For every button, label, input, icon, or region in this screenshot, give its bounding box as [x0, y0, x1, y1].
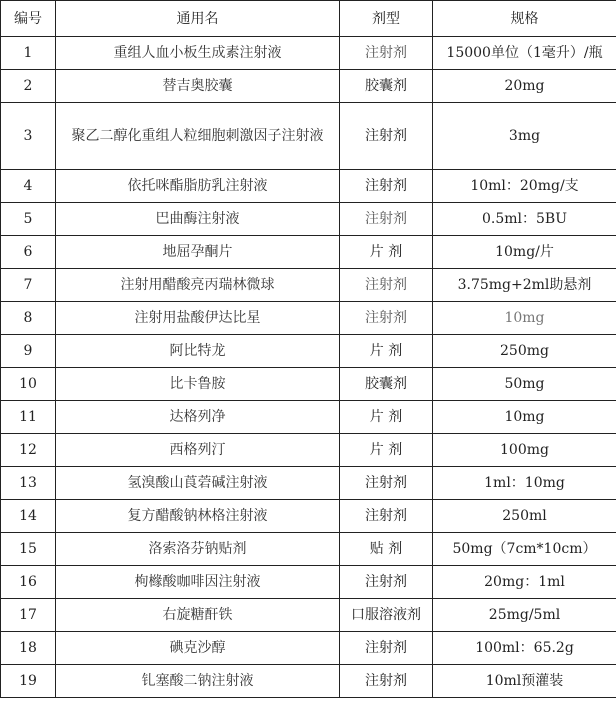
generic-name: 巴曲酶注射液	[56, 203, 340, 236]
row-number: 10	[1, 368, 56, 401]
table-row	[1, 632, 616, 665]
generic-name: 碘克沙醇	[56, 632, 340, 665]
table-row	[1, 434, 616, 467]
dosage-form: 注射剂	[340, 467, 433, 500]
row-number: 3	[1, 103, 56, 170]
table-header-row	[1, 1, 616, 37]
table-row	[1, 203, 616, 236]
specification: 15000单位（1毫升）/瓶	[433, 37, 616, 70]
dosage-form: 注射剂	[340, 37, 433, 70]
row-number: 19	[1, 665, 56, 698]
specification: 50mg（7cm*10cm）	[433, 533, 616, 566]
header-generic-name: 通用名	[56, 1, 340, 37]
generic-name: 注射用盐酸伊达比星	[56, 302, 340, 335]
generic-name: 氢溴酸山莨菪碱注射液	[56, 467, 340, 500]
table-row	[1, 103, 616, 170]
row-number: 6	[1, 236, 56, 269]
specification: 10mg	[433, 401, 616, 434]
row-number: 7	[1, 269, 56, 302]
dosage-form: 贴 剂	[340, 533, 433, 566]
row-number: 17	[1, 599, 56, 632]
dosage-form: 注射剂	[340, 103, 433, 170]
specification: 0.5ml：5BU	[433, 203, 616, 236]
dosage-form: 注射剂	[340, 269, 433, 302]
row-number: 11	[1, 401, 56, 434]
specification: 250mg	[433, 335, 616, 368]
row-number: 14	[1, 500, 56, 533]
dosage-form: 片 剂	[340, 434, 433, 467]
table-row	[1, 533, 616, 566]
row-number: 1	[1, 37, 56, 70]
generic-name: 阿比特龙	[56, 335, 340, 368]
row-number: 8	[1, 302, 56, 335]
generic-name: 洛索洛芬钠贴剂	[56, 533, 340, 566]
table-row	[1, 665, 616, 698]
table-row	[1, 368, 616, 401]
specification: 100ml：65.2g	[433, 632, 616, 665]
specification: 50mg	[433, 368, 616, 401]
dosage-form: 片 剂	[340, 335, 433, 368]
row-number: 9	[1, 335, 56, 368]
row-number: 5	[1, 203, 56, 236]
dosage-form: 注射剂	[340, 500, 433, 533]
dosage-form: 注射剂	[340, 170, 433, 203]
table-row	[1, 335, 616, 368]
row-number: 16	[1, 566, 56, 599]
table-row	[1, 566, 616, 599]
generic-name: 比卡鲁胺	[56, 368, 340, 401]
generic-name: 替吉奥胶囊	[56, 70, 340, 103]
generic-name: 依托咪酯脂肪乳注射液	[56, 170, 340, 203]
row-number: 13	[1, 467, 56, 500]
generic-name: 聚乙二醇化重组人粒细胞刺激因子注射液	[56, 103, 340, 170]
dosage-form: 注射剂	[340, 302, 433, 335]
table-row	[1, 401, 616, 434]
table-row	[1, 302, 616, 335]
specification: 20mg	[433, 70, 616, 103]
generic-name: 西格列汀	[56, 434, 340, 467]
table-row	[1, 236, 616, 269]
generic-name: 枸橼酸咖啡因注射液	[56, 566, 340, 599]
generic-name: 复方醋酸钠林格注射液	[56, 500, 340, 533]
header-dosage-form: 剂型	[340, 1, 433, 37]
specification: 20mg：1ml	[433, 566, 616, 599]
header-number: 编号	[1, 1, 56, 37]
row-number: 2	[1, 70, 56, 103]
specification: 10ml：20mg/支	[433, 170, 616, 203]
header-specification: 规格	[433, 1, 616, 37]
row-number: 12	[1, 434, 56, 467]
generic-name: 重组人血小板生成素注射液	[56, 37, 340, 70]
table-row	[1, 37, 616, 70]
row-number: 4	[1, 170, 56, 203]
dosage-form: 注射剂	[340, 566, 433, 599]
specification: 3.75mg+2ml助悬剂	[433, 269, 616, 302]
specification: 1ml：10mg	[433, 467, 616, 500]
dosage-form: 注射剂	[340, 203, 433, 236]
dosage-form: 口服溶液剂	[340, 599, 433, 632]
table-row	[1, 70, 616, 103]
specification: 3mg	[433, 103, 616, 170]
table-row	[1, 467, 616, 500]
table-row	[1, 170, 616, 203]
generic-name: 注射用醋酸亮丙瑞林微球	[56, 269, 340, 302]
specification: 10ml预灌装	[433, 665, 616, 698]
dosage-form: 片 剂	[340, 236, 433, 269]
specification: 10mg/片	[433, 236, 616, 269]
table-row	[1, 269, 616, 302]
dosage-form: 注射剂	[340, 632, 433, 665]
generic-name: 地屈孕酮片	[56, 236, 340, 269]
specification: 100mg	[433, 434, 616, 467]
generic-name: 右旋糖酐铁	[56, 599, 340, 632]
row-number: 15	[1, 533, 56, 566]
specification: 25mg/5ml	[433, 599, 616, 632]
table-row	[1, 599, 616, 632]
dosage-form: 胶囊剂	[340, 368, 433, 401]
table-row	[1, 500, 616, 533]
specification: 10mg	[433, 302, 616, 335]
row-number: 18	[1, 632, 56, 665]
dosage-form: 注射剂	[340, 665, 433, 698]
dosage-form: 胶囊剂	[340, 70, 433, 103]
generic-name: 钆塞酸二钠注射液	[56, 665, 340, 698]
specification: 250ml	[433, 500, 616, 533]
generic-name: 达格列净	[56, 401, 340, 434]
dosage-form: 片 剂	[340, 401, 433, 434]
